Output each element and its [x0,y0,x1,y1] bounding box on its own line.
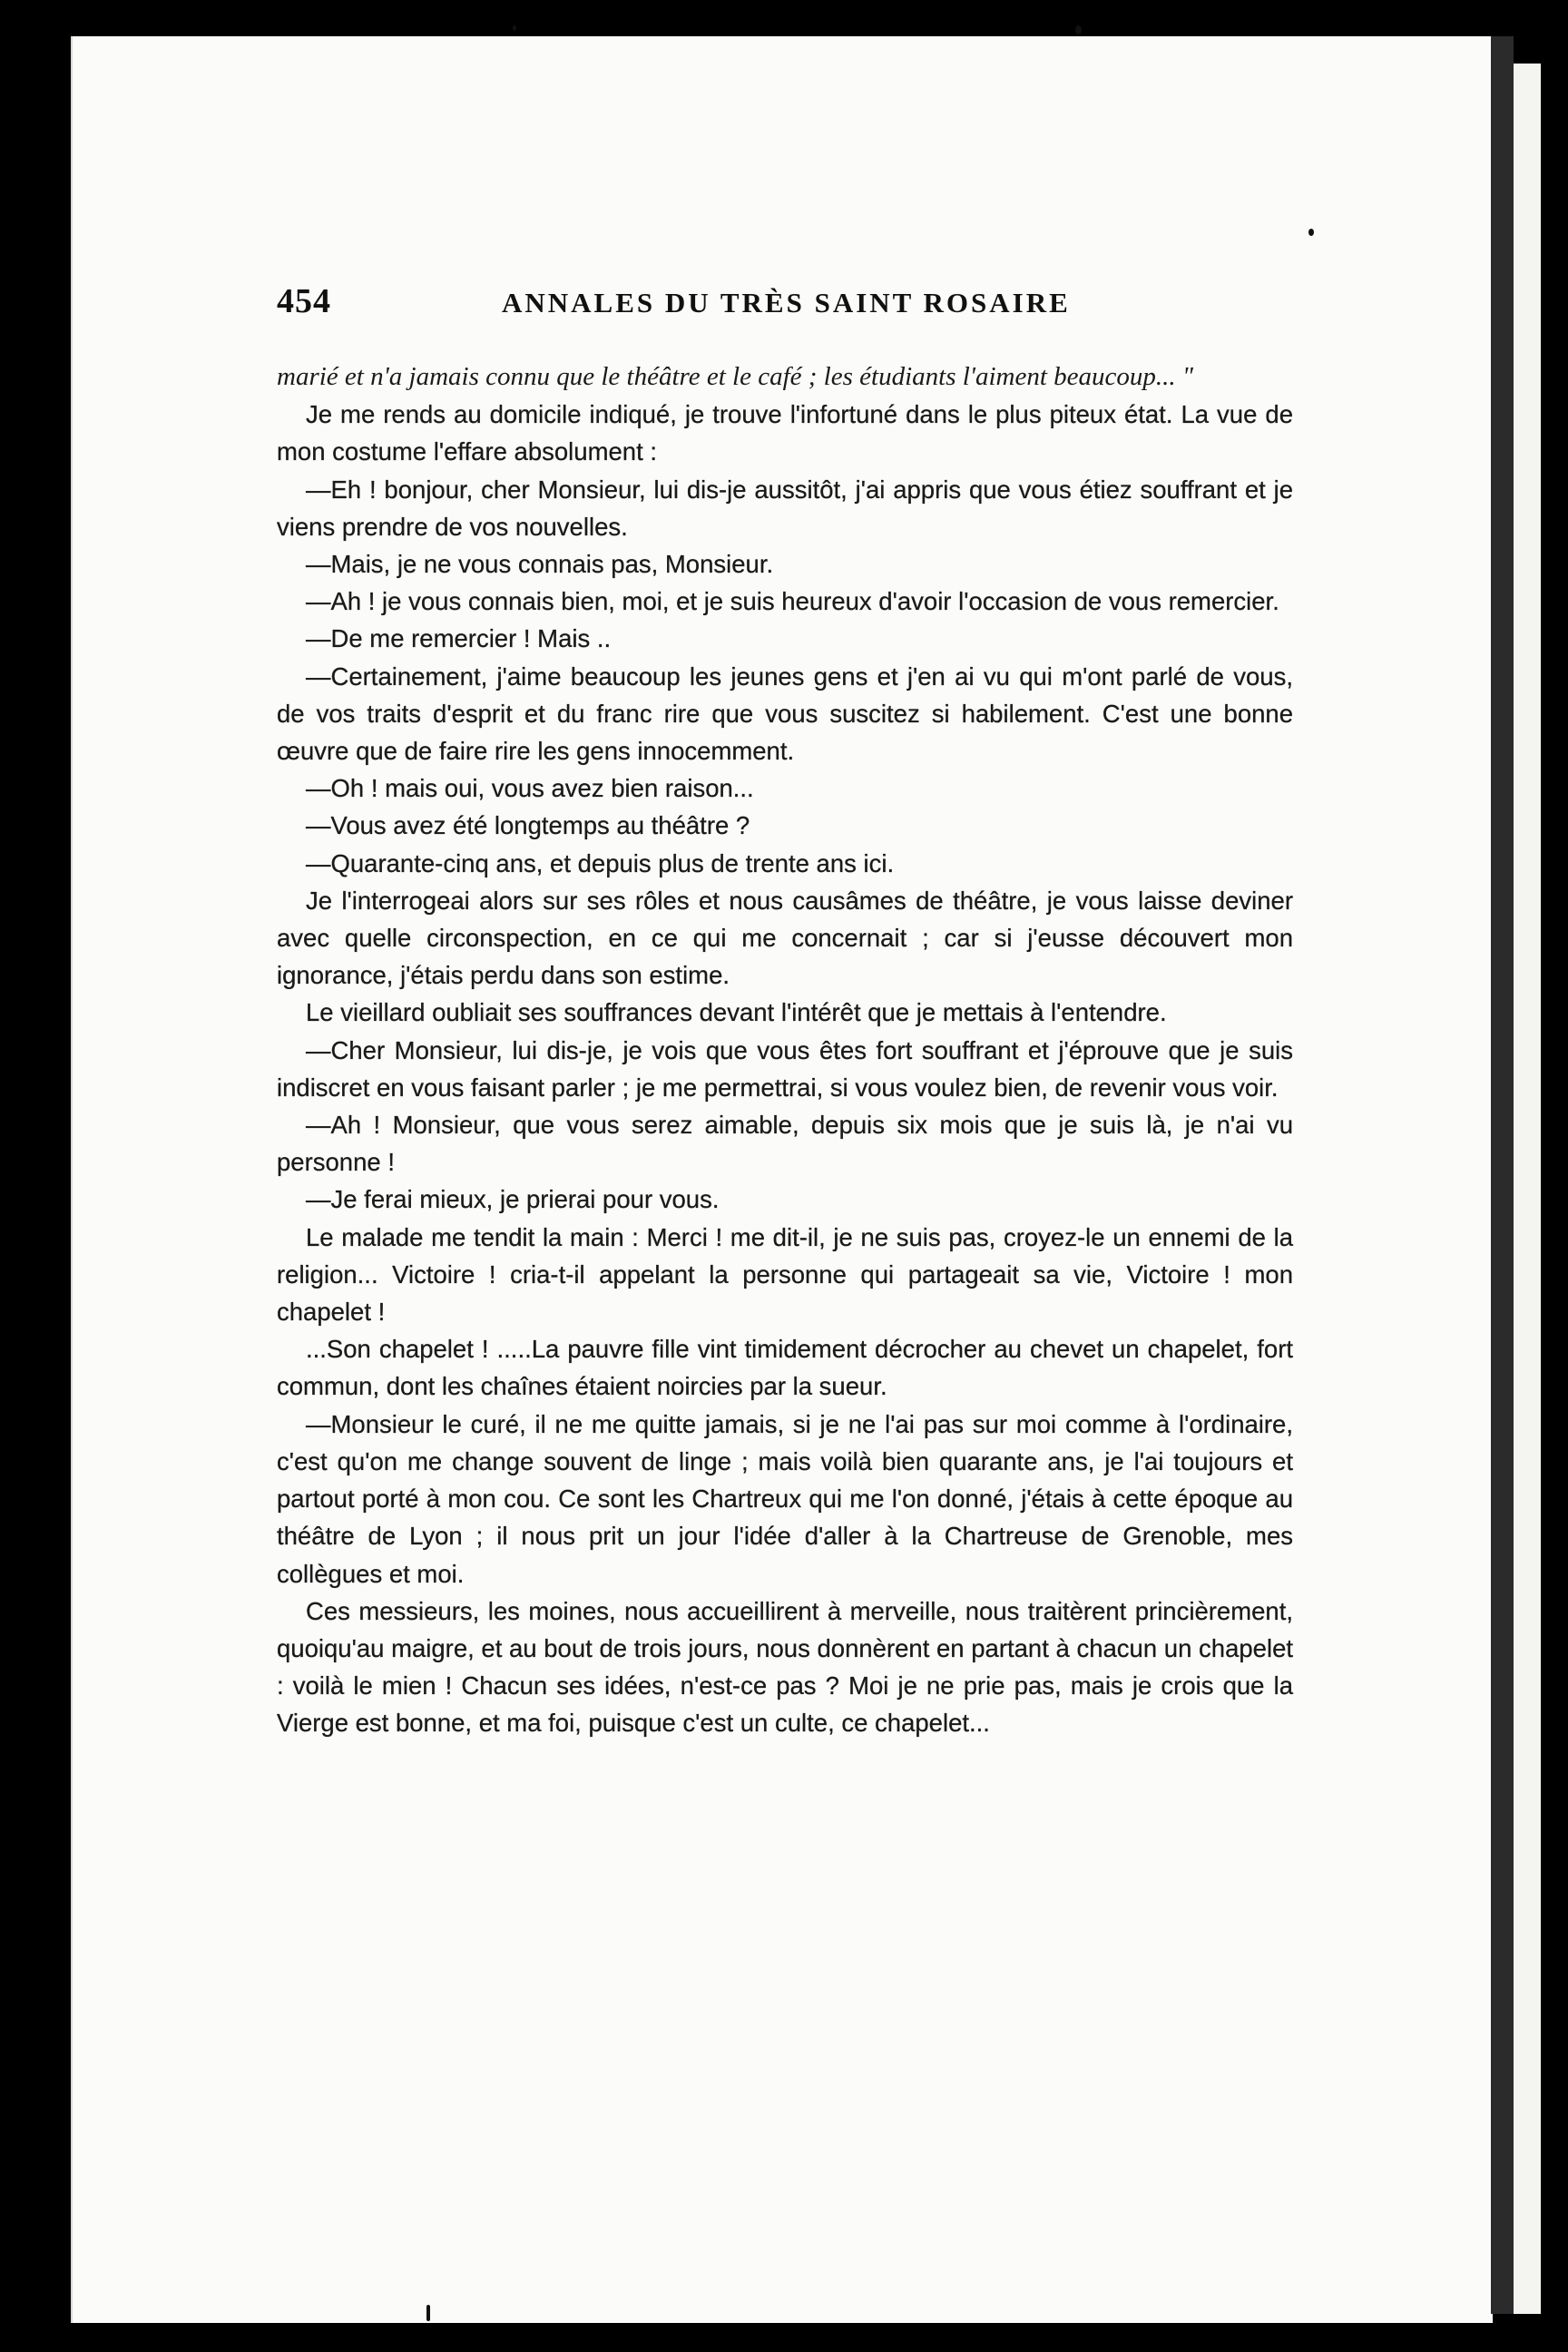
ink-speck [426,2305,430,2321]
paragraph: Le vieillard oubliait ses souffrances devant l'intérêt que je mettais à l'entendre. [306,998,1167,1027]
paragraph: Ces messieurs, les moines, nous accueillirent à merveille, nous traitèrent princièrement, quoiqu'au maigre, et au bout de trois jours, nous donnèrent en partant à chacun un chapelet : voilà le mien ! Chacun ses idées, n'est-ce pas ? Moi je ne prie pas, mais je crois que la Vierge est bonne, et ma foi, puisque c'est un culte, ce chapelet... [277,1596,1293,1738]
body-text [277,358,1293,1742]
paragraph-continuation: marié et n'a jamais connu que le théâtre et le café ; les étudiants l'aiment beaucoup... " [277,362,1194,391]
page-header [277,272,1416,327]
running-title: ANNALES DU TRÈS SAINT ROSAIRE [502,287,1071,318]
ink-speck [1308,229,1314,236]
ink-speck [513,25,516,31]
paragraph: —Eh ! bonjour, cher Monsieur, lui dis-je aussitôt, j'ai appris que vous étiez souffrant et je viens prendre de vos nouvelles. [277,475,1293,541]
paragraph: —Quarante-cinq ans, et depuis plus de trente ans ici. [306,848,895,877]
paragraph: —De me remercier ! Mais .. [306,624,612,653]
page-gutter-shadow [1491,36,1514,2314]
paragraph: —Ah ! Monsieur, que vous serez aimable, depuis six mois que je suis là, je n'ai vu personne ! [277,1111,1293,1177]
paragraph: —Je ferai mieux, je prierai pour vous. [306,1185,720,1214]
paragraph: —Vous avez été longtemps au théâtre ? [306,811,750,840]
paragraph: —Cher Monsieur, lui dis-je, je vois que vous êtes fort souffrant et j'éprouve que je suis indiscret en vous faisant parler ; je me permettrai, si vous voulez bien, de revenir vous voir. [277,1035,1293,1102]
paragraph: —Certainement, j'aime beaucoup les jeunes gens et j'en ai vu qui m'ont parlé de vous, de vos traits d'esprit et du franc rire que vous suscitez si habilement. C'est une bonne œuvre que de faire rire les gens innocemment. [277,662,1293,766]
page-number: 454 [277,282,331,320]
paragraph: ...Son chapelet ! .....La pauvre fille vint timidement décrocher au chevet un chapelet, fort commun, dont les chaînes étaient noircies par la sueur. [277,1335,1293,1401]
facing-page-edge [1514,64,1541,2314]
paragraph: —Monsieur le curé, il ne me quitte jamais, si je ne l'ai pas sur moi comme à l'ordinaire, c'est qu'on me change souvent de linge ; mais voilà bien quarante ans, je l'ai toujours et partout porté à mon cou. Ce sont les Chartreux qui me l'on donné, j'étais à cette époque au théâtre de Lyon ; il nous prit un jour l'idée d'aller à la Chartreuse de Grenoble, mes collègues et moi. [277,1409,1293,1588]
paragraph: Le malade me tendit la main : Merci ! me dit-il, je ne suis pas, croyez-le un ennemi de la religion... Victoire ! cria-t-il appelant la personne qui partageait sa vie, Victoire ! mon chapelet ! [277,1222,1293,1327]
paragraph: Je me rends au domicile indiqué, je trouve l'infortuné dans le plus piteux état. La vue de mon costume l'effare absolument : [277,400,1293,466]
ink-speck [1075,25,1082,34]
paragraph: —Oh ! mais oui, vous avez bien raison... [306,774,754,803]
paragraph: Je l'interrogeai alors sur ses rôles et nous causâmes de théâtre, je vous laisse deviner avec quelle circonspection, en ce qui me concernait ; car si j'eusse découvert mon ignorance, j'étais perdu dans son estime. [277,886,1293,990]
paragraph: —Mais, je ne vous connais pas, Monsieur. [306,550,774,579]
paragraph: —Ah ! je vous connais bien, moi, et je suis heureux d'avoir l'occasion de vous remercier. [306,587,1279,616]
